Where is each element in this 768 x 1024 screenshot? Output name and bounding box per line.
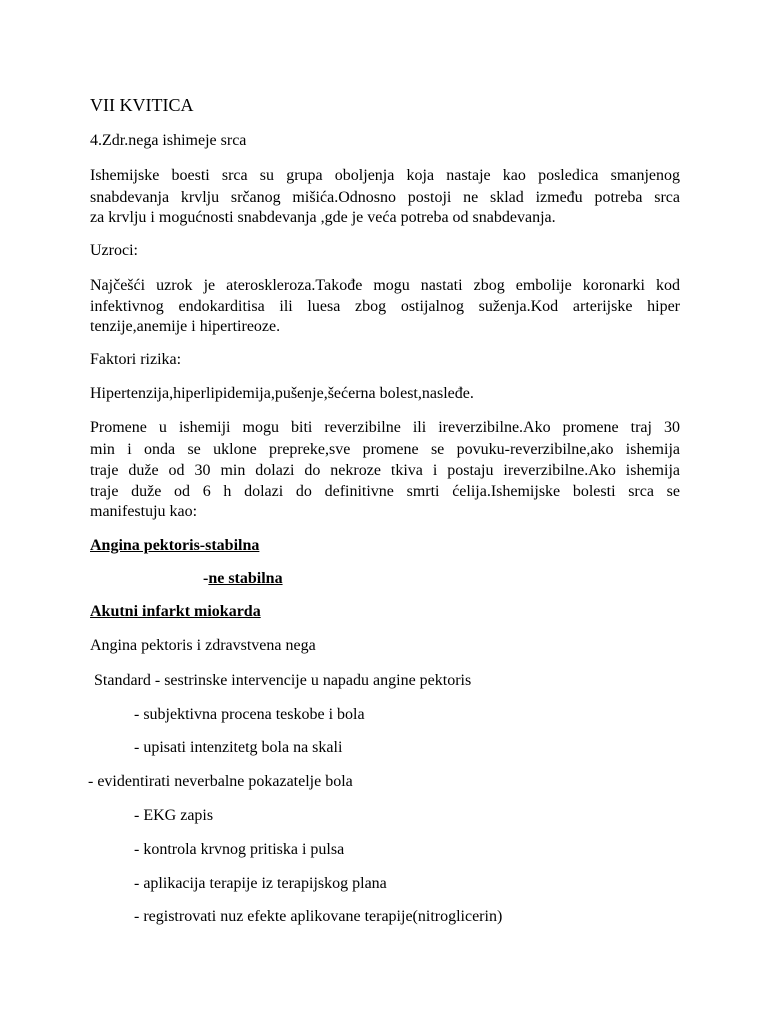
uzroci-label: Uzroci: xyxy=(90,242,138,259)
section-subtitle: 4.Zdr.nega ishimeje srca xyxy=(90,132,247,149)
uzroci-line-2: infektivnog endokarditisa ili luesa zbog ostijalnog suženja.Kod arterijske hiper xyxy=(90,298,680,315)
promene-line-4: traje duže od 6 h dolazi do definitivne smrti ćelija.Ishemijske bolesti srca se xyxy=(90,483,680,500)
intervention-item: - registrovati nuz efekte aplikovane terapije(nitroglicerin) xyxy=(134,908,503,925)
faktori-text: Hipertenzija,hiperlipidemija,pušenje,šećerna bolest,nasleđe. xyxy=(90,385,474,402)
uzroci-line-3: tenzije,anemije i hipertireoze. xyxy=(90,318,281,335)
faktori-label: Faktori rizika: xyxy=(90,351,182,368)
angina-nestabilna-dash: - xyxy=(203,570,209,587)
angina-nestabilna-text: ne stabilna xyxy=(208,570,283,587)
intervention-item: - EKG zapis xyxy=(134,807,214,824)
akutni-infarkt-heading: Akutni infarkt miokarda xyxy=(90,603,261,620)
angina-stabilna-heading: Angina pektoris-stabilna xyxy=(90,537,260,554)
promene-line-1: Promene u ishemiji mogu biti reverzibilne ili ireverzibilne.Ako promene traj 30 xyxy=(90,419,680,436)
promene-line-3: traje duže od 30 min dolazi do nekroze tkiva i postaju ireverzibilne.Ako ishemija xyxy=(90,462,680,479)
intro-line-1: Ishemijske boesti srca su grupa oboljenja koja nastaje kao posledica smanjenog xyxy=(90,167,680,184)
intervention-item: - aplikacija terapije iz terapijskog plana xyxy=(134,875,387,892)
intervention-item: - subjektivna procena teskobe i bola xyxy=(134,706,365,723)
uzroci-line-1: Najčešći uzrok je ateroskleroza.Takođe mogu nastati zbog embolije koronarki kod xyxy=(90,277,680,294)
intro-line-3: za krvlju i mogućnosti snabdevanja ,gde je veća potreba od snabdevanja. xyxy=(90,209,556,226)
intervention-item: - upisati intenzitetg bola na skali xyxy=(134,739,343,756)
intervention-item: - kontrola krvnog pritiska i pulsa xyxy=(134,841,345,858)
intro-line-2: snabdevanja krvlju srčanog mišića.Odnosno postoji ne sklad između potreba srca xyxy=(90,189,680,206)
angina-nega-heading: Angina pektoris i zdravstvena nega xyxy=(90,637,316,654)
document-title: VII KVITICA xyxy=(90,95,194,115)
promene-line-2: min i onda se uklone prepreke,sve promene se povuku-reverzibilne,ako ishemija xyxy=(90,441,680,458)
angina-nestabilna-heading xyxy=(203,569,283,589)
standard-line: Standard - sestrinske intervencije u napadu angine pektoris xyxy=(94,672,472,689)
intervention-item: - evidentirati neverbalne pokazatelje bola xyxy=(88,773,353,790)
promene-line-5: manifestuju kao: xyxy=(90,503,198,520)
